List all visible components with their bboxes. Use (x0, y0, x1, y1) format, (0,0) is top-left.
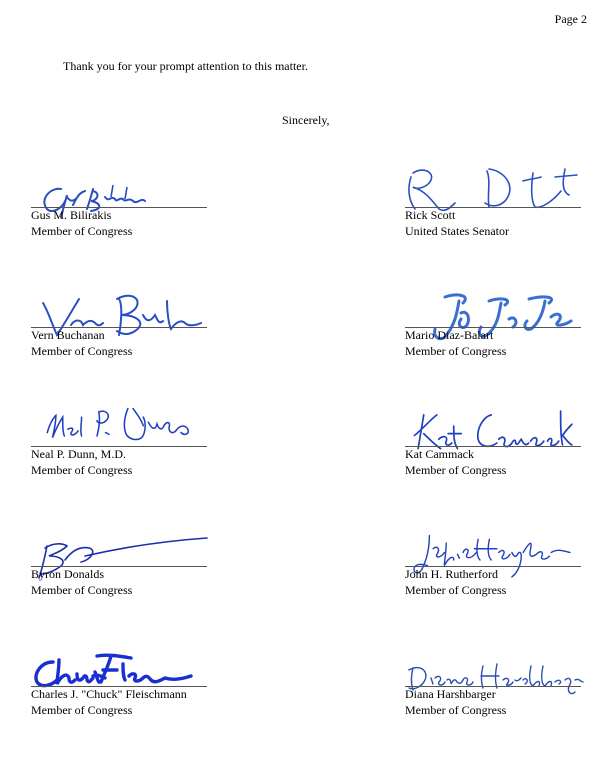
signatory-title: United States Senator (405, 224, 509, 238)
signatory-name: Kat Cammack (405, 447, 474, 461)
signatory-title: Member of Congress (405, 703, 507, 717)
signatory-title: Member of Congress (405, 344, 507, 358)
signatory-name: Neal P. Dunn, M.D. (31, 447, 126, 461)
signatory-name: Vern Buchanan (31, 328, 105, 342)
signatory-name: Byron Donalds (31, 567, 104, 581)
signatory-title: Member of Congress (405, 463, 507, 477)
page-number: Page 2 (554, 12, 587, 26)
signatory-name: Charles J. "Chuck" Fleischmann (31, 687, 187, 701)
signatory-title: Member of Congress (31, 224, 133, 238)
signatory-name: Rick Scott (405, 208, 456, 222)
signatory-title: Member of Congress (31, 344, 133, 358)
signatory-title: Member of Congress (31, 583, 133, 597)
signatory-name: Mario Diaz-Balart (405, 328, 494, 342)
valediction: Sincerely, (282, 113, 330, 127)
signatory-name: Diana Harshbarger (405, 687, 496, 701)
signatory-name: John H. Rutherford (405, 567, 498, 581)
closing-sentence: Thank you for your prompt attention to this matter. (63, 59, 308, 73)
signatory-title: Member of Congress (31, 463, 133, 477)
signatory-name: Gus M. Bilirakis (31, 208, 112, 222)
signatory-title: Member of Congress (31, 703, 133, 717)
signatory-title: Member of Congress (405, 583, 507, 597)
